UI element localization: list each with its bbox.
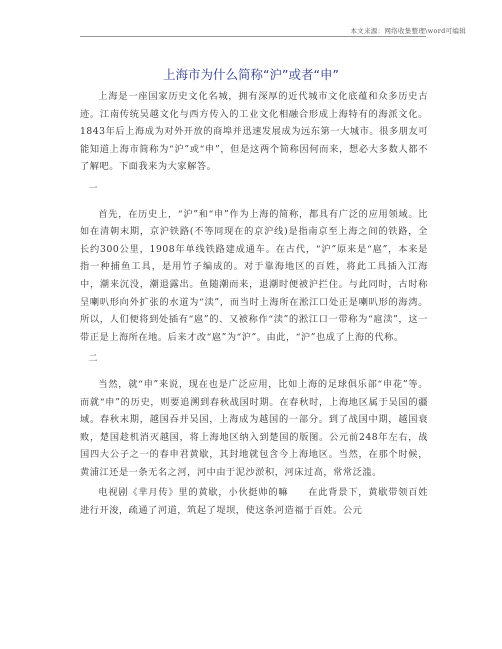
header-source-note: 本文来源：网络收集整理\word可编辑 <box>350 27 466 35</box>
section-two-paragraph-continued: 电视剧《芈月传》里的黄歇，小伙挺帅的嘛 在此背景下，黄歇带领百姓进行开浚，疏通了河道，筑起了堤坝，使这条河造福于百姓。公元 <box>80 487 428 517</box>
section-one-marker: 一 <box>88 182 99 194</box>
header-divider <box>80 36 426 37</box>
document-body <box>80 88 428 523</box>
intro-paragraph: 上海是一座国家历史文化名城，拥有深厚的近代城市文化底蕴和众多历史古迹。江南传统吴越文化与西方传入的工业文化相融合形成上海特有的海派文化。1843年后上海成为对外开放的商埠并迅速发展成为远东第一大城市。很多朋友可能知道上海市简称为“沪”或“申”，但是这两个简称因何而来，想必大多数人都不了解吧。下面我来为大家解答。 <box>80 91 428 173</box>
section-one-paragraph: 首先，在历史上，“沪”和“申”作为上海的简称，都具有广泛的应用领域。比如在清朝末期，京沪铁路(不等同现在的京沪线)是指南京至上海之间的铁路，全长约300公里，1908年单线铁路建成通车。在古代，“沪”原来是“扈”，本来是指一种捕鱼工具，是用竹子编成的。对于靠海地区的百姓，将此工具插入江海中，潮来沉没，潮退露出。鱼随潮而来，退潮时便被沪拦住。与此同时，古时称呈喇叭形向外扩张的水道为“渎”，而当时上海所在淞江口处正是喇叭形的海湾。所以，人们便将到处插有“扈”的、又被称作“渎”的淞江口一带称为“扈渎”，这一带正是上海所在地。后来才改“扈”为“沪”。由此，“沪”也成了上海的代称。 <box>80 208 428 343</box>
section-two-paragraph: 当然，就“申”来说，现在也是广泛应用，比如上海的足球俱乐部“申花”等。而就“申”的历史，则要追溯到春秋战国时期。在春秋时，上海地区属于吴国的疆域。春秋末期，越国吞并吴国，上海成为越国的一部分。到了战国中期，越国衰败，楚国趁机消灭越国，将上海地区纳入到楚国的版图。公元前248年左右，战国四大公子之一的春申君黄歇，其封地就包含今上海地区。当然，在那个时候，黄浦江还是一条无名之河，河中由于泥沙淤积，河床过高，常常泛滥。 <box>80 378 428 478</box>
section-two-marker: 二 <box>88 353 99 365</box>
document-title: 上海市为什么简称“沪”或者“申” <box>163 67 339 82</box>
